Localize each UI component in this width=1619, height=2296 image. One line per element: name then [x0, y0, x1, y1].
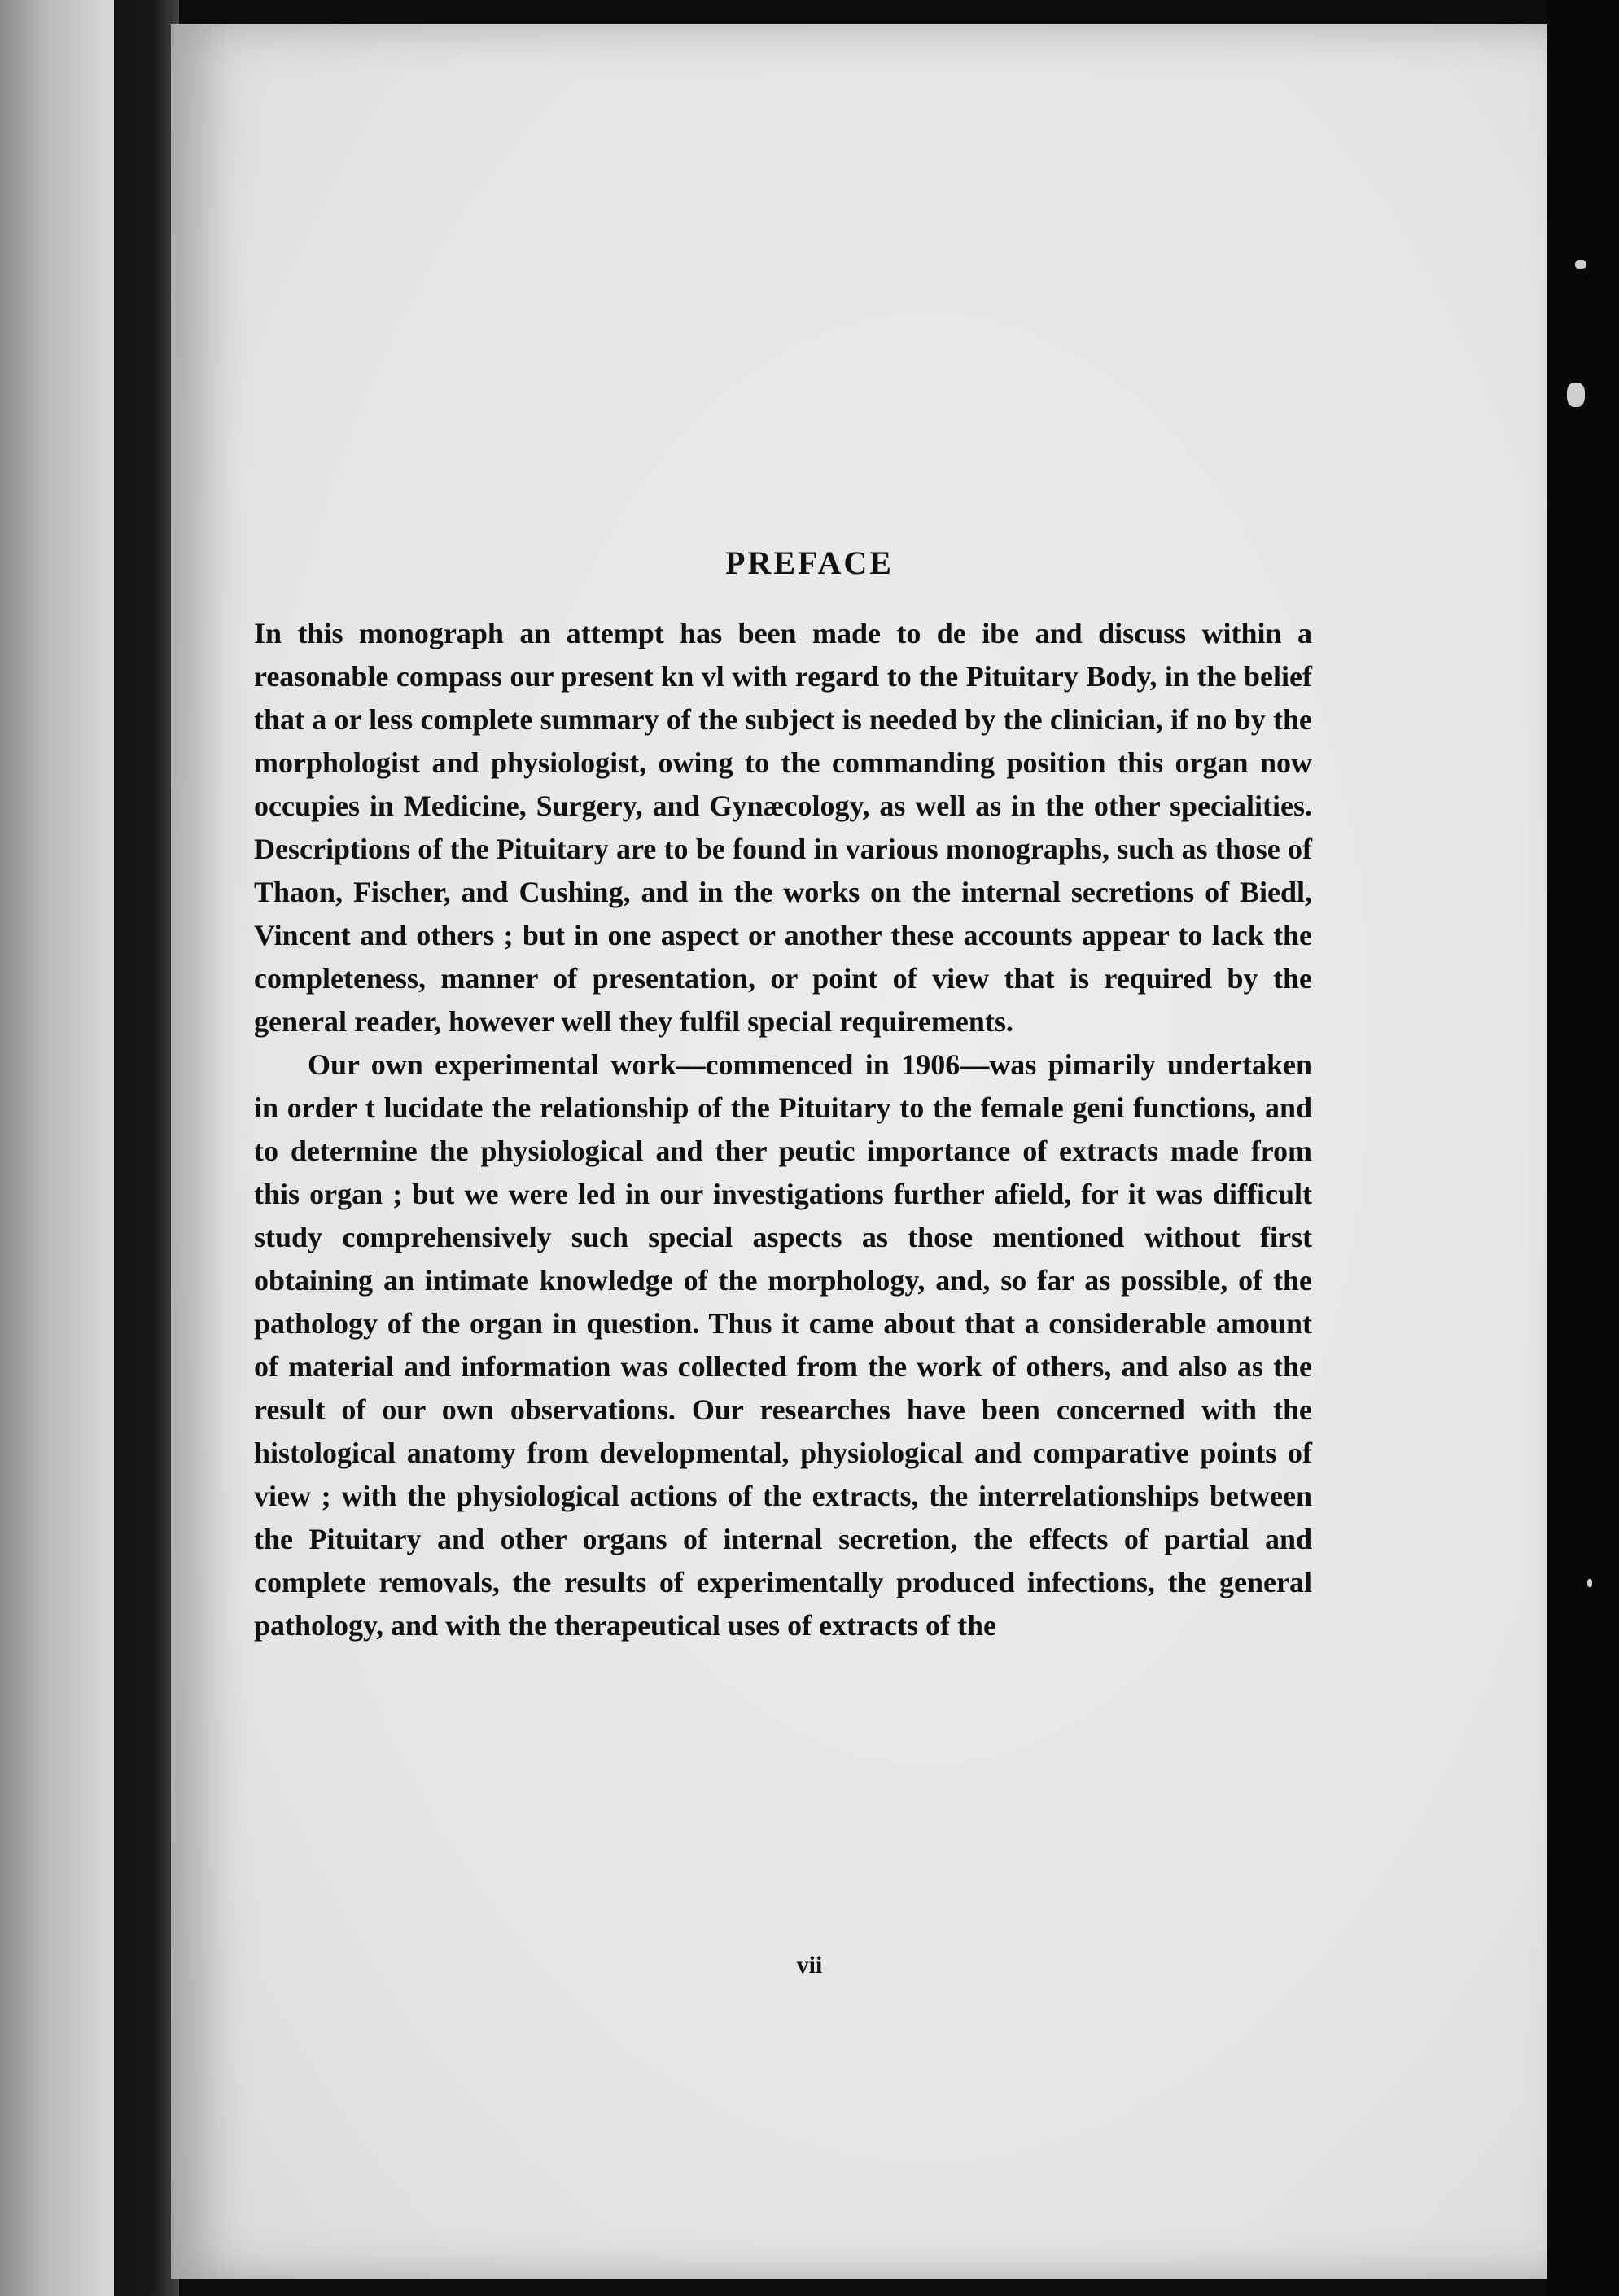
- paragraph: In this monograph an attempt has been made to de ibe and discuss within a reasonable compass our present kn vl with regard to the Pituitary Body, in the belief that a or less complete summary of the subject is needed by the clinician, if no by the morphologist and physiologist, owing to the commanding position this organ now occupies in Medicine, Surgery, and Gynæcology, as well as in the other specialities. Descriptions of the Pituitary are to be found in various monographs, such as those of Thaon, Fischer, and Cushing, and in the works on the internal secretions of Biedl, Vincent and others ; but in one aspect or another these accounts appear to lack the completeness, manner of presentation, or point of view that is required by the general reader, however well they fulfil special requirements.: [254, 617, 1312, 1038]
- page-title: PREFACE: [725, 544, 894, 581]
- preface-body: [254, 612, 1312, 1647]
- scan-speck: [1575, 260, 1586, 269]
- paragraph: Our own experimental work—commenced in 1906—was pimarily undertaken in order t lucidate the relationship of the Pituitary to the female geni functions, and to determine the physiological and ther peutic importance of extracts made from this organ ; but we were led in our investigations further afield, for it was difficult study comprehensively such special aspects as those mentioned without first obtaining an intimate knowledge of the morphology, and, so far as possible, of the pathology of the organ in question. Thus it came about that a considerable amount of material and information was collected from the work of others, and also as the result of our own observations. Our researches have been concerned with the histological anatomy from developmental, physiological and comparative points of view ; with the physiological actions of the extracts, the interrelationships between the Pituitary and other organs of internal secretion, the effects of partial and complete removals, the results of experimentally produced infections, the general pathology, and with the therapeutical uses of extracts of the: [254, 1048, 1312, 1642]
- page-number: vii: [796, 1952, 823, 1979]
- scan-speck: [1567, 383, 1585, 407]
- scan-speck: [1587, 1579, 1592, 1587]
